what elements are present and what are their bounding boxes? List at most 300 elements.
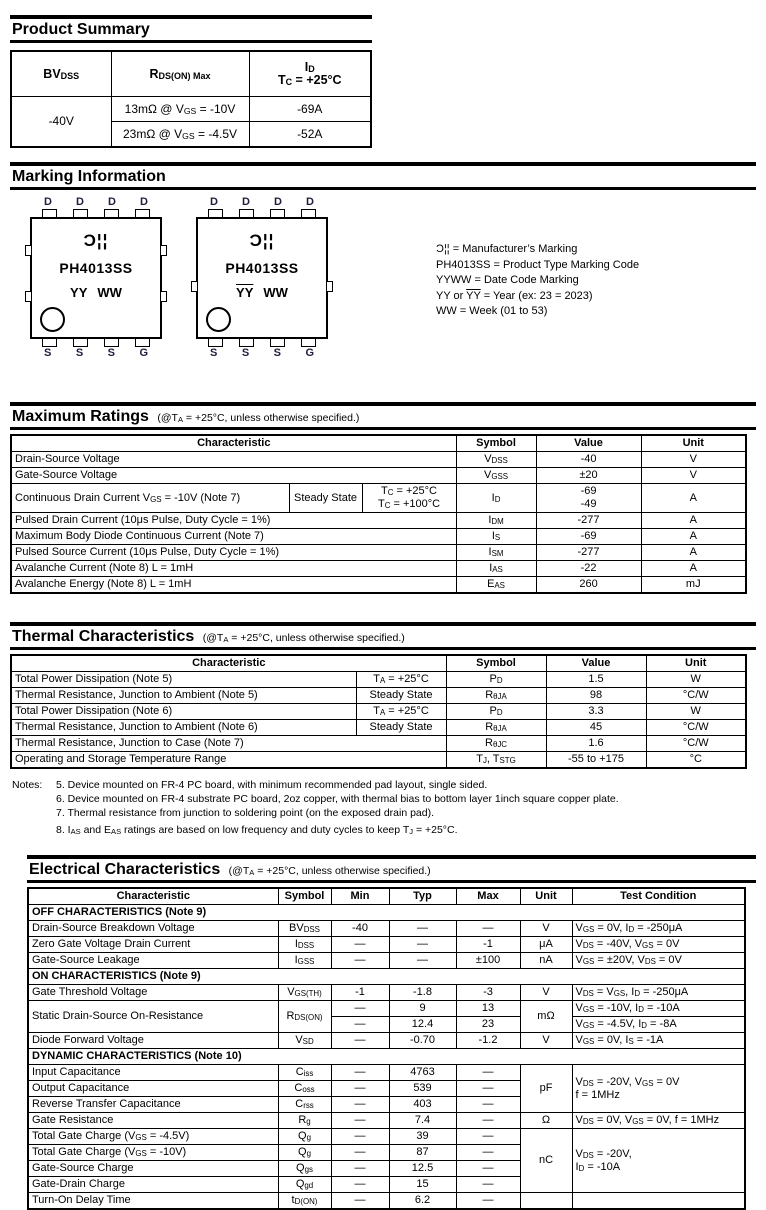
cell-characteristic: Static Drain-Source On-Resistance — [28, 1001, 278, 1033]
header-id-line2: $T_C = +25^\circ C$ — [277, 73, 342, 88]
test-condition-line: $V_{DS} = -20V$, $V_{GS} = 0V$ — [575, 1075, 680, 1088]
cell-unit: V — [520, 921, 572, 937]
chip-body — [196, 217, 328, 339]
cell-id: -52A — [249, 122, 371, 148]
section-label: DYNAMIC CHARACTERISTICS (Note 10) — [28, 1049, 745, 1065]
legend-yy-overlined: $\overline{YY}$ — [466, 289, 481, 302]
pin — [239, 339, 254, 347]
cell-unit: °C/W — [646, 720, 746, 736]
part-number: PH4013SS — [59, 260, 133, 276]
cell-typ: 39 — [389, 1129, 456, 1145]
side-tab — [160, 245, 167, 256]
cell-max: — — [456, 1193, 520, 1210]
cell-max: 13 — [456, 1001, 520, 1017]
cell-typ: 6.2 — [389, 1193, 456, 1210]
cell-unit: °C/W — [646, 688, 746, 704]
cell-max: — — [456, 1177, 520, 1193]
cell-characteristic: Gate Resistance — [28, 1113, 278, 1129]
pin-label-g: G — [139, 347, 148, 359]
cell-min: -40 — [331, 921, 389, 937]
cell-unit: mJ — [641, 577, 746, 594]
table-row — [28, 953, 745, 969]
top-pin-labels — [196, 196, 328, 209]
cell-symbol: $R_{\theta JA}$ — [446, 688, 546, 704]
thermal-table — [10, 654, 747, 769]
cell-test-condition — [572, 1129, 745, 1193]
product-summary-section — [10, 15, 756, 148]
cell-typ: 9 — [389, 1001, 456, 1017]
cell-test-condition: $V_{GS} = 0V$, $I_D = -250\mu A$ — [572, 921, 745, 937]
cell-unit: V — [641, 468, 746, 484]
header-characteristic: Characteristic — [11, 435, 456, 452]
thermal-title: Thermal Characteristics — [12, 628, 195, 645]
product-summary-table — [10, 50, 372, 148]
cell-symbol: $Q_{gd}$ — [278, 1177, 331, 1193]
pin — [73, 339, 88, 347]
cell-characteristic: Gate-Source Charge — [28, 1161, 278, 1177]
cell-characteristic: Avalanche Current (Note 8) L = 1mH — [11, 561, 456, 577]
pin-label-d: D — [242, 196, 250, 208]
cell-characteristic: Reverse Transfer Capacitance — [28, 1097, 278, 1113]
pin-label-g: G — [305, 347, 314, 359]
package-diagram-2 — [196, 196, 328, 360]
cell-characteristic: Total Gate Charge $(V_{GS} = -4.5V)$ — [28, 1129, 278, 1145]
test-condition-line: $I_D = -10A$ — [575, 1160, 621, 1173]
bottom-pin-labels — [196, 347, 328, 360]
cell-value: 98 — [546, 688, 646, 704]
cell-symbol: $V_{SD}$ — [278, 1033, 331, 1049]
table-row — [28, 985, 745, 1001]
pin-label-d: D — [44, 196, 52, 208]
cell-unit: pF — [520, 1065, 572, 1113]
cell-rdson: 23mΩ @ $V_{GS} = -4.5V$ — [111, 122, 249, 148]
cell-test-condition: $V_{DS} = V_{GS}$, $I_D = -250\mu A$ — [572, 985, 745, 1001]
cell-test-condition: $V_{GS} = 0V$, $I_S = -1A$ — [572, 1033, 745, 1049]
cell-condition: Steady State — [356, 688, 446, 704]
pin — [301, 209, 316, 217]
notes-label: Notes: — [12, 779, 43, 791]
section-row-off — [28, 905, 745, 921]
cell-condition-line: $T_C = +25^\circ C$ — [381, 485, 437, 497]
table-row — [11, 720, 746, 736]
cell-max: — — [456, 1097, 520, 1113]
cell-typ: — — [389, 921, 456, 937]
cell-test-condition: $V_{DS} = -40V$, $V_{GS} = 0V$ — [572, 937, 745, 953]
section-rule-bottom — [10, 647, 756, 650]
thermal-subtitle: ($@T_A = +25^\circ C$, unless otherwise specified.) — [202, 632, 405, 644]
section-label: ON CHARACTERISTICS (Note 9) — [28, 969, 745, 985]
cell-characteristic: Diode Forward Voltage — [28, 1033, 278, 1049]
section-title — [27, 859, 756, 880]
maximum-ratings-section — [10, 402, 756, 594]
marking-title: Marking Information — [12, 168, 166, 185]
table-row — [11, 484, 746, 513]
cell-unit: A — [641, 484, 746, 513]
cell-characteristic: Thermal Resistance, Junction to Ambient (Note 5) — [11, 688, 356, 704]
cell-min: — — [331, 937, 389, 953]
cell-symbol: $V_{DSS}$ — [456, 452, 536, 468]
cell-symbol: $I_{GSS}$ — [278, 953, 331, 969]
cell-typ: 87 — [389, 1145, 456, 1161]
cell-symbol: $R_{DS(ON)}$ — [278, 1001, 331, 1033]
pin-label-s: S — [75, 347, 84, 359]
cell-min: -1 — [331, 985, 389, 1001]
table-row — [11, 736, 746, 752]
cell-typ: 7.4 — [389, 1113, 456, 1129]
cell-min: — — [331, 1097, 389, 1113]
table-row — [11, 97, 371, 122]
cell-condition: $T_A = +25^\circ C$ — [356, 672, 446, 688]
cell-characteristic: Avalanche Energy (Note 8) L = 1mH — [11, 577, 456, 594]
year-code: YY — [70, 285, 88, 300]
cell-test-condition — [572, 1193, 745, 1210]
cell-typ: — — [389, 953, 456, 969]
section-rule-bottom — [10, 427, 756, 430]
cell-symbol: $R_{\theta JC}$ — [446, 736, 546, 752]
table-row — [28, 1113, 745, 1129]
cell-test-condition: $V_{GS} = \pm 20V$, $V_{DS} = 0V$ — [572, 953, 745, 969]
week-code: WW — [97, 285, 122, 300]
cell-symbol: $R_g$ — [278, 1113, 331, 1129]
cell-characteristic: Turn-On Delay Time — [28, 1193, 278, 1210]
cell-symbol: $V_{GSS}$ — [456, 468, 536, 484]
section-title — [10, 406, 756, 427]
cell-value: -277 — [536, 513, 641, 529]
table-row — [28, 1193, 745, 1210]
cell-value: -69 — [536, 529, 641, 545]
header-value: Value — [536, 435, 641, 452]
cell-characteristic: Zero Gate Voltage Drain Current — [28, 937, 278, 953]
section-row-dynamic — [28, 1049, 745, 1065]
cell-test-condition — [572, 1065, 745, 1113]
cell-symbol: $BV_{DSS}$ — [278, 921, 331, 937]
cell-id: -69A — [249, 97, 371, 122]
cell-unit: Ω — [520, 1113, 572, 1129]
table-row — [28, 1001, 745, 1017]
cell-typ: 539 — [389, 1081, 456, 1097]
header-unit: Unit — [641, 435, 746, 452]
cell-min: — — [331, 1161, 389, 1177]
cell-unit: mΩ — [520, 1001, 572, 1033]
side-tab — [25, 291, 32, 302]
section-row-on — [28, 969, 745, 985]
bottom-pin-labels — [30, 347, 162, 360]
cell-typ: -1.8 — [389, 985, 456, 1001]
header-rdson: $R_{DS(ON) Max}$ — [111, 51, 249, 97]
cell-bvdss: -40V — [11, 97, 111, 148]
cell-condition-line: $T_C = +100^\circ C$ — [377, 498, 441, 510]
header-symbol: Symbol — [446, 655, 546, 672]
table-row — [11, 688, 746, 704]
cell-typ: — — [389, 937, 456, 953]
cell-rdson: 13mΩ @ $V_{GS} = -10V$ — [111, 97, 249, 122]
cell-unit: W — [646, 704, 746, 720]
section-rule-bottom — [27, 880, 756, 883]
cell-unit: W — [646, 672, 746, 688]
thermal-characteristics-section — [10, 622, 756, 769]
cell-max: — — [456, 1113, 520, 1129]
header-typ: Typ — [389, 888, 456, 905]
legend-line: WW = Week (01 to 53) — [436, 305, 548, 317]
cell-unit: A — [641, 513, 746, 529]
product-summary-title: Product Summary — [12, 21, 150, 38]
cell-symbol: $V_{GS(TH)}$ — [278, 985, 331, 1001]
cell-min: — — [331, 1033, 389, 1049]
pin — [208, 209, 223, 217]
chip-body — [30, 217, 162, 339]
cell-symbol: $Q_{gs}$ — [278, 1161, 331, 1177]
cell-min: — — [331, 953, 389, 969]
part-number: PH4013SS — [225, 260, 299, 276]
cell-typ: 12.4 — [389, 1017, 456, 1033]
cell-symbol: $C_{iss}$ — [278, 1065, 331, 1081]
electrical-table — [27, 887, 746, 1210]
table-header-row — [11, 51, 371, 97]
table-row — [28, 1065, 745, 1081]
table-row — [11, 529, 746, 545]
cell-value: -22 — [536, 561, 641, 577]
date-code — [198, 285, 326, 300]
cell-characteristic: Output Capacitance — [28, 1081, 278, 1097]
cell-characteristic: Gate Threshold Voltage — [28, 985, 278, 1001]
cell-symbol: $P_D$ — [446, 672, 546, 688]
cell-test-condition: $V_{GS} = -10V$, $I_D = -10A$ — [572, 1001, 745, 1017]
header-symbol: Symbol — [456, 435, 536, 452]
pin-label-s: S — [210, 347, 218, 359]
note-item: 6. Device mounted on FR-4 substrate PC board, 2oz copper, with thermal bias to bottom layer 1inch square copper plate. — [56, 793, 619, 805]
cell-symbol: $E_{AS}$ — [456, 577, 536, 594]
pin — [73, 209, 88, 217]
package-diagram-1 — [30, 196, 162, 360]
legend-text: = Year (ex: 23 = 2023) — [480, 289, 593, 302]
header-characteristic: Characteristic — [11, 655, 446, 672]
section-title — [10, 626, 756, 647]
legend-line — [436, 289, 639, 305]
pin — [270, 339, 285, 347]
cell-characteristic: Operating and Storage Temperature Range — [11, 752, 446, 769]
table-row — [11, 452, 746, 468]
test-condition-line: $V_{DS} = -20V$, — [575, 1147, 632, 1160]
cell-max: — — [456, 1161, 520, 1177]
table-header-row — [11, 435, 746, 452]
bottom-pins — [30, 339, 162, 347]
cell-min: — — [331, 1065, 389, 1081]
table-row — [11, 561, 746, 577]
manufacturer-logo-icon: Ɔ¦¦ — [249, 231, 275, 250]
header-value: Value — [546, 655, 646, 672]
cell-symbol: $Q_g$ — [278, 1129, 331, 1145]
pin — [42, 209, 57, 217]
cell-symbol: $I_S$ — [456, 529, 536, 545]
cell-condition — [362, 484, 456, 513]
section-title — [10, 19, 372, 40]
electrical-characteristics-section — [27, 855, 756, 1210]
header-characteristic: Characteristic — [28, 888, 278, 905]
cell-condition: $T_A = +25^\circ C$ — [356, 704, 446, 720]
table-row — [11, 704, 746, 720]
pin-label-s: S — [273, 347, 281, 359]
date-code — [32, 285, 160, 300]
table-row — [11, 752, 746, 769]
electrical-subtitle: ($@T_A = +25^\circ C$, unless otherwise specified.) — [228, 865, 431, 877]
cell-test-condition: $V_{DS} = 0V$, $V_{GS} = 0V$, f = 1MHz — [572, 1113, 745, 1129]
cell-unit: °C — [646, 752, 746, 769]
cell-unit — [520, 1193, 572, 1210]
cell-min: — — [331, 1145, 389, 1161]
section-rule-bottom — [10, 187, 756, 190]
section-label: OFF CHARACTERISTICS (Note 9) — [28, 905, 745, 921]
cell-characteristic: Total Power Dissipation (Note 5) — [11, 672, 356, 688]
pin — [239, 209, 254, 217]
side-tab — [326, 281, 333, 292]
cell-typ: 403 — [389, 1097, 456, 1113]
header-bvdss: $BV_{DSS}$ — [11, 51, 111, 97]
cell-max: -1 — [456, 937, 520, 953]
electrical-title: Electrical Characteristics — [29, 861, 221, 878]
cell-symbol: $I_{DM}$ — [456, 513, 536, 529]
cell-max: ±100 — [456, 953, 520, 969]
cell-min: — — [331, 1129, 389, 1145]
cell-symbol: $C_{oss}$ — [278, 1081, 331, 1097]
table-row — [28, 1033, 745, 1049]
bottom-pins — [196, 339, 328, 347]
notes-block — [12, 778, 756, 837]
cell-unit: A — [641, 561, 746, 577]
side-tab — [25, 245, 32, 256]
cell-max: — — [456, 1145, 520, 1161]
cell-value: 3.3 — [546, 704, 646, 720]
cell-unit: nC — [520, 1129, 572, 1193]
manufacturer-logo-icon: Ɔ¦¦ — [83, 231, 109, 250]
cell-max: — — [456, 1081, 520, 1097]
side-tab — [191, 281, 198, 292]
cell-value: -277 — [536, 545, 641, 561]
cell-unit: °C/W — [646, 736, 746, 752]
legend-line: YYWW = Date Code Marking — [436, 274, 579, 286]
header-min: Min — [331, 888, 389, 905]
pin-label-s: S — [241, 347, 250, 359]
cell-symbol: $T_J$, $T_{STG}$ — [446, 752, 546, 769]
table-row — [11, 672, 746, 688]
cell-value: -55 to +175 — [546, 752, 646, 769]
cell-characteristic: Drain-Source Breakdown Voltage — [28, 921, 278, 937]
pin-label-d: D — [306, 196, 314, 208]
marking-legend — [436, 242, 639, 360]
cell-characteristic: Continuous Drain Current $V_{GS} = -10V$ (Note 7) — [11, 484, 289, 513]
pin1-indicator-icon — [206, 307, 231, 332]
cell-unit: A — [641, 545, 746, 561]
cell-value-line: -49 — [580, 498, 597, 510]
cell-unit: nA — [520, 953, 572, 969]
cell-test-condition: $V_{GS} = -4.5V$, $I_D = -8A$ — [572, 1017, 745, 1033]
cell-unit: V — [520, 985, 572, 1001]
cell-max: -3 — [456, 985, 520, 1001]
pin — [301, 339, 316, 347]
pin1-indicator-icon — [40, 307, 65, 332]
pin — [42, 339, 57, 347]
table-row — [11, 468, 746, 484]
cell-characteristic: Gate-Source Voltage — [11, 468, 456, 484]
table-row — [11, 545, 746, 561]
top-pins — [30, 209, 162, 217]
cell-max: -1.2 — [456, 1033, 520, 1049]
header-unit: Unit — [646, 655, 746, 672]
pin-label-d: D — [210, 196, 218, 208]
cell-value: 45 — [546, 720, 646, 736]
cell-value: ±20 — [536, 468, 641, 484]
pin-label-d: D — [274, 196, 282, 208]
cell-characteristic: Gate-Source Leakage — [28, 953, 278, 969]
pin — [270, 209, 285, 217]
cell-unit: A — [641, 529, 746, 545]
header-test-condition: Test Condition — [572, 888, 745, 905]
section-rule-bottom — [10, 40, 372, 43]
cell-symbol: $t_{D(ON)}$ — [278, 1193, 331, 1210]
cell-typ: -0.70 — [389, 1033, 456, 1049]
cell-symbol: $R_{\theta JA}$ — [446, 720, 546, 736]
note-item: 8. $I_{AS}$ and $E_{AS}$ ratings are based on low frequency and duty cycles to keep $T_J = +25^\circ C$. — [56, 824, 458, 836]
year-code-overlined: $\overline{YY}$ — [236, 285, 254, 300]
cell-characteristic: Thermal Resistance, Junction to Ambient (Note 6) — [11, 720, 356, 736]
notes-items — [56, 778, 619, 837]
pin — [104, 209, 119, 217]
cell-characteristic: Pulsed Source Current (10μs Pulse, Duty Cycle = 1%) — [11, 545, 456, 561]
cell-min: — — [331, 1017, 389, 1033]
cell-min: — — [331, 1177, 389, 1193]
cell-characteristic: Total Power Dissipation (Note 6) — [11, 704, 356, 720]
legend-line: Ɔ¦¦ = Manufacturer’s Marking — [436, 243, 578, 255]
pin-label-d: D — [76, 196, 84, 208]
legend-text: YY or — [436, 289, 467, 302]
note-item: 5. Device mounted on FR-4 PC board, with minimum recommended pad layout, single sided. — [56, 779, 488, 791]
table-row — [28, 937, 745, 953]
cell-unit: V — [641, 452, 746, 468]
table-header-row — [28, 888, 745, 905]
side-tab — [160, 291, 167, 302]
cell-typ: 4763 — [389, 1065, 456, 1081]
cell-max: 23 — [456, 1017, 520, 1033]
test-condition-line: f = 1MHz — [575, 1088, 620, 1101]
cell-symbol: $I_{AS}$ — [456, 561, 536, 577]
pin-label-d: D — [108, 196, 116, 208]
cell-max: — — [456, 921, 520, 937]
pin — [104, 339, 119, 347]
header-id — [249, 51, 371, 97]
cell-symbol: $Q_g$ — [278, 1145, 331, 1161]
pin — [135, 339, 150, 347]
cell-unit: V — [520, 1033, 572, 1049]
legend-line: PH4013SS = Product Type Marking Code — [436, 258, 640, 271]
cell-symbol: $I_{SM}$ — [456, 545, 536, 561]
cell-characteristic: Total Gate Charge $(V_{GS} = -10V)$ — [28, 1145, 278, 1161]
header-symbol: Symbol — [278, 888, 331, 905]
cell-value: 1.6 — [546, 736, 646, 752]
table-row — [28, 1129, 745, 1145]
top-pins — [196, 209, 328, 217]
week-code: WW — [263, 285, 288, 300]
cell-max: — — [456, 1129, 520, 1145]
note-item: 7. Thermal resistance from junction to soldering point (on the exposed drain pad). — [56, 807, 435, 819]
maximum-ratings-table — [10, 434, 747, 594]
top-pin-labels — [30, 196, 162, 209]
cell-value — [536, 484, 641, 513]
header-max: Max — [456, 888, 520, 905]
cell-symbol: $I_D$ — [456, 484, 536, 513]
cell-min: — — [331, 1193, 389, 1210]
cell-characteristic: Maximum Body Diode Continuous Current (Note 7) — [11, 529, 456, 545]
cell-characteristic: Gate-Drain Charge — [28, 1177, 278, 1193]
cell-condition: Steady State — [289, 484, 362, 513]
